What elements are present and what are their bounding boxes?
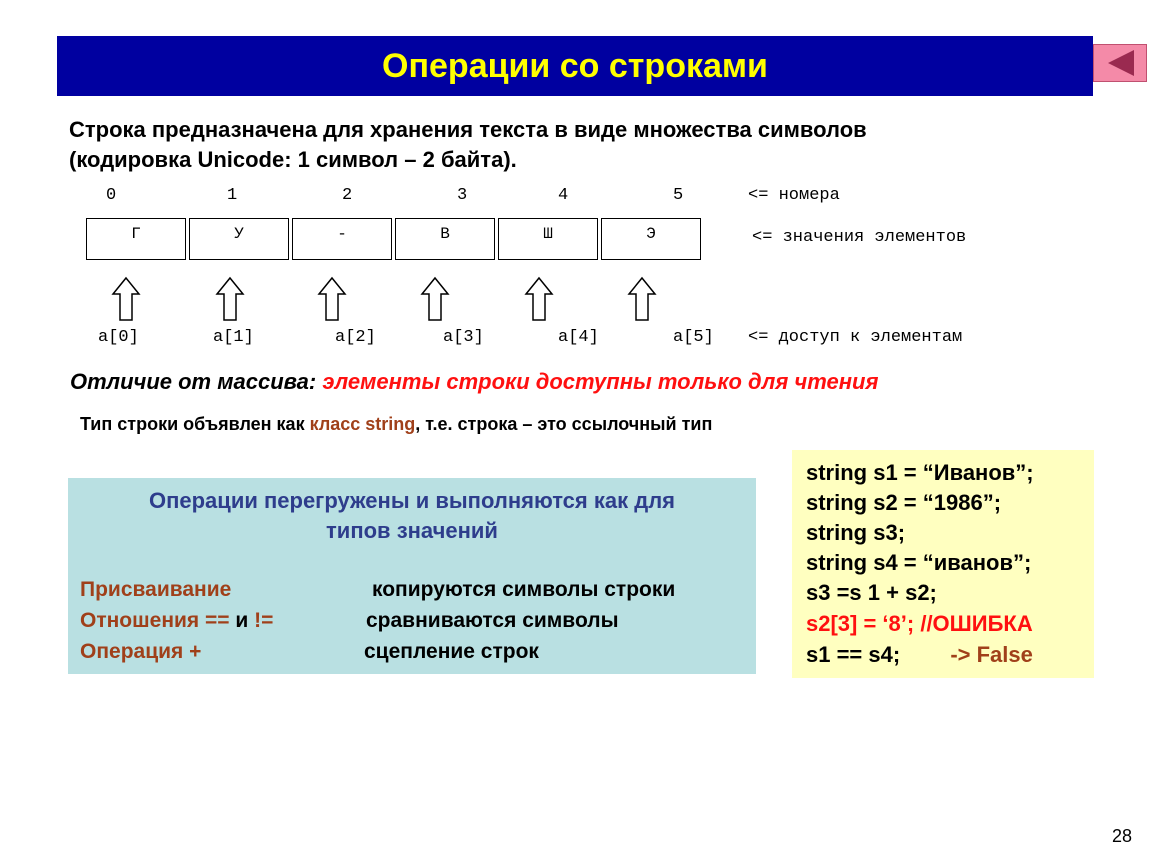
operations-box — [68, 478, 756, 674]
intro-line-2: (кодировка Unicode: 1 символ – 2 байта). — [69, 147, 517, 172]
string-cell: Ш — [498, 218, 598, 260]
type-suffix: , т.е. строка – это ссылочный тип — [415, 414, 713, 434]
code-line: string s1 = “Иванов”; — [806, 460, 1034, 485]
page-number: 28 — [1112, 826, 1133, 846]
back-button[interactable] — [1093, 44, 1147, 82]
type-highlight: класс string — [309, 414, 416, 434]
compare-code: s1 == s4; — [806, 642, 901, 667]
string-cell: Э — [601, 218, 701, 260]
difference-text: элементы строки доступны только для чтения — [322, 369, 879, 394]
operation-desc: копируются символы строки — [372, 578, 676, 601]
index-label: 5 — [673, 186, 684, 205]
operation-desc: сцепление строк — [364, 640, 539, 663]
code-line-compare — [806, 642, 1033, 668]
difference-line — [70, 369, 878, 395]
arrow-up-icon — [420, 276, 450, 322]
code-line: s3 =s 1 + s2; — [806, 580, 937, 605]
access-label: a[4] — [558, 328, 599, 347]
access-label: a[0] — [98, 328, 139, 347]
difference-label: Отличие от массива: — [70, 369, 317, 394]
code-line: string s2 = “1986”; — [806, 490, 1002, 515]
operation-name: Отношения == и != — [80, 609, 274, 632]
title-bar — [57, 36, 1093, 96]
access-note: <= доступ к элементам — [748, 328, 963, 347]
arrow-up-icon — [524, 276, 554, 322]
arrow-up-icon — [317, 276, 347, 322]
operation-name: Присваивание — [80, 578, 232, 601]
intro-text — [69, 115, 1049, 175]
arrow-up-icon — [111, 276, 141, 322]
code-box — [792, 450, 1094, 678]
index-label: 0 — [106, 186, 117, 205]
index-label: 4 — [558, 186, 569, 205]
operations-title-line-1: Операции перегружены и выполняются как для — [148, 488, 676, 513]
indices-note: <= номера — [748, 186, 840, 205]
intro-line-1: Строка предназначена для хранения текста в виде множества символов — [69, 117, 867, 142]
compare-result: -> False — [950, 642, 1033, 667]
access-label: a[5] — [673, 328, 714, 347]
access-label: a[3] — [443, 328, 484, 347]
code-line: string s4 = “иванов”; — [806, 550, 1032, 575]
operations-title-line-2: типов значений — [326, 518, 498, 543]
code-line: string s3; — [806, 520, 906, 545]
index-label: 2 — [342, 186, 353, 205]
triangle-left-icon — [1094, 45, 1146, 81]
index-label: 1 — [227, 186, 238, 205]
operations-title — [68, 486, 756, 546]
string-cell: Г — [86, 218, 186, 260]
arrow-up-icon — [215, 276, 245, 322]
string-cell: У — [189, 218, 289, 260]
arrow-up-icon — [627, 276, 657, 322]
string-cell: - — [292, 218, 392, 260]
operation-name: Операция + — [80, 640, 202, 663]
string-cell: В — [395, 218, 495, 260]
slide-title: Операции со строками — [382, 46, 768, 85]
values-note: <= значения элементов — [752, 228, 967, 247]
code-line-error: s2[3] = ‘8’; //ОШИБКА — [806, 611, 1033, 636]
type-line — [80, 414, 712, 435]
access-label: a[2] — [335, 328, 376, 347]
access-label: a[1] — [213, 328, 254, 347]
index-label: 3 — [457, 186, 468, 205]
operation-desc: сравниваются символы — [366, 609, 619, 632]
type-prefix: Тип строки объявлен как — [80, 414, 305, 434]
